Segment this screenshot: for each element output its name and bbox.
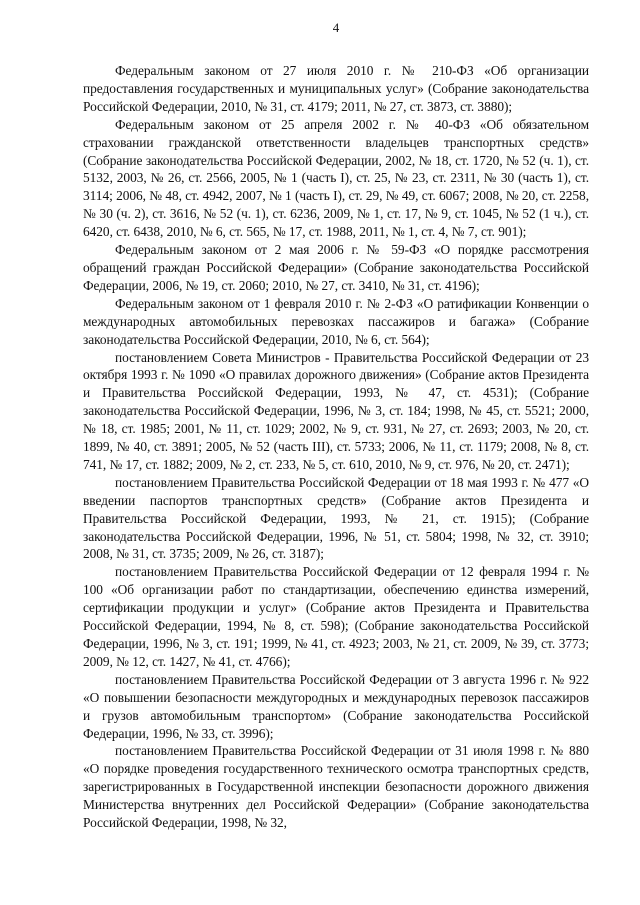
paragraph-resolution-100: постановлением Правительства Российской Федерации от 12 февраля 1994 г. № 100 «Об организации работ по стандартизации, обеспечению единства измерений, сертификации продукции и услуг» (Собрание актов Президента и Правительства Российской Федерации, 1994, № 8, ст. 598); (Собрание законодательства Российской Федерации, 1996, № 3, ст. 191; 1999, № 41, ст. 4923; 2003, № 21, ст. 2009, № 39, ст. 3773; 2009, № 12, ст. 1427, № 41, ст. 4766); (83, 564, 589, 669)
paragraph-law-2-fz: Федеральным законом от 1 февраля 2010 г. № 2-ФЗ «О ратификации Конвенции о международных автомобильных перевозках пассажиров и багажа» (Собрание законодательства Российской Федерации, 2010, № 6, ст. 564); (83, 295, 589, 347)
page-number: 4 (332, 20, 340, 35)
paragraph-resolution-922: постановлением Правительства Российской Федерации от 3 августа 1996 г. № 922 «О повышении безопасности междугородных и международных перевозок пассажиров и грузов автомобильным транспортом» (Собрание законодательства Российской Федерации, 1996, № 33, ст. 3996); (83, 671, 589, 741)
paragraph-law-59-fz: Федеральным законом от 2 мая 2006 г. № 59-ФЗ «О порядке рассмотрения обращений граждан Российской Федерации» (Собрание законодательства Российской Федерации, 2006, № 19, ст. 2060; 2010, № 27, ст. 3410, № 31, ст. 4196); (83, 242, 589, 293)
document-page (83, 20, 589, 832)
paragraph-resolution-477: постановлением Правительства Российской Федерации от 18 мая 1993 г. № 477 «О введении паспортов транспортных средств» (Собрание актов Президента и Правительства Российской Федерации, 1993, № 21, ст. 1915); (Собрание законодательства Российской Федерации, 1996, № 51, ст. 5804; 1998, № 32, ст. 3910; 2008, № 31, ст. 3735; 2009, № 26, ст. 3187); (83, 474, 589, 562)
paragraph-resolution-1090: постановлением Совета Министров - Правительства Российской Федерации от 23 октября 1993 г. № 1090 «О правилах дорожного движения» (Собрание актов Президента и Правительства Российской Федерации, 1993, № 47, ст. 4531); (Собрание законодательства Российской Федерации, 1996, № 3, ст. 184; 1998, № 45, ст. 5521; 2000, № 18, ст. 1985; 2001, № 11, ст. 1029; 2002, № 9, ст. 931, № 27, ст. 2693; 2003, № 20, ст. 1899, № 40, ст. 3891; 2005, № 52 (часть III), ст. 5733; 2006, № 11, ст. 1179; 2008, № 8, ст. 741, № 17, ст. 1882; 2009, № 2, ст. 233, № 5, ст. 610, 2010, № 9, ст. 976, № 20, ст. 2471); (83, 349, 589, 472)
paragraph-resolution-880: постановлением Правительства Российской Федерации от 31 июля 1998 г. № 880 «О порядке проведения государственного технического осмотра транспортных средств, зарегистрированных в Государственной инспекции безопасности дорожного движения Министерства внутренних дел Российской Федерации» (Собрание законодательства Российской Федерации, 1998, № 32, (83, 743, 589, 831)
paragraph-law-210-fz: Федеральным законом от 27 июля 2010 г. № 210-ФЗ «Об организации предоставления государственных и муниципальных услуг» (Собрание законодательства Российской Федерации, 2010, № 31, ст. 4179; 2011, № 27, ст. 3873, ст. 3880); (83, 63, 589, 114)
paragraph-law-40-fz: Федеральным законом от 25 апреля 2002 г. № 40-ФЗ «Об обязательном страховании гражданской ответственности владельцев транспортных средств» (Собрание законодательства Российской Федерации, 2002, № 18, ст. 1720, № 52 (ч. 1), ст. 5132, 2003, № 26, ст. 2566, 2005, № 1 (часть I), ст. 25, № 23, ст. 2311, № 30 (часть 1), ст. 3114; 2006, № 48, ст. 4942, 2007, № 1 (часть I), ст. 29, № 49, ст. 6067; 2008, № 20, ст. 2258, № 30 (ч. 2), ст. 3616, № 52 (ч. 1), ст. 6236, 2009, № 1, ст. 17, № 9, ст. 1045, № 52 (1 ч.), ст. 6420, ст. 6438, 2010, № 6, ст. 565, № 17, ст. 1988, 2011, № 1, ст. 4, № 7, ст. 901); (83, 116, 589, 240)
